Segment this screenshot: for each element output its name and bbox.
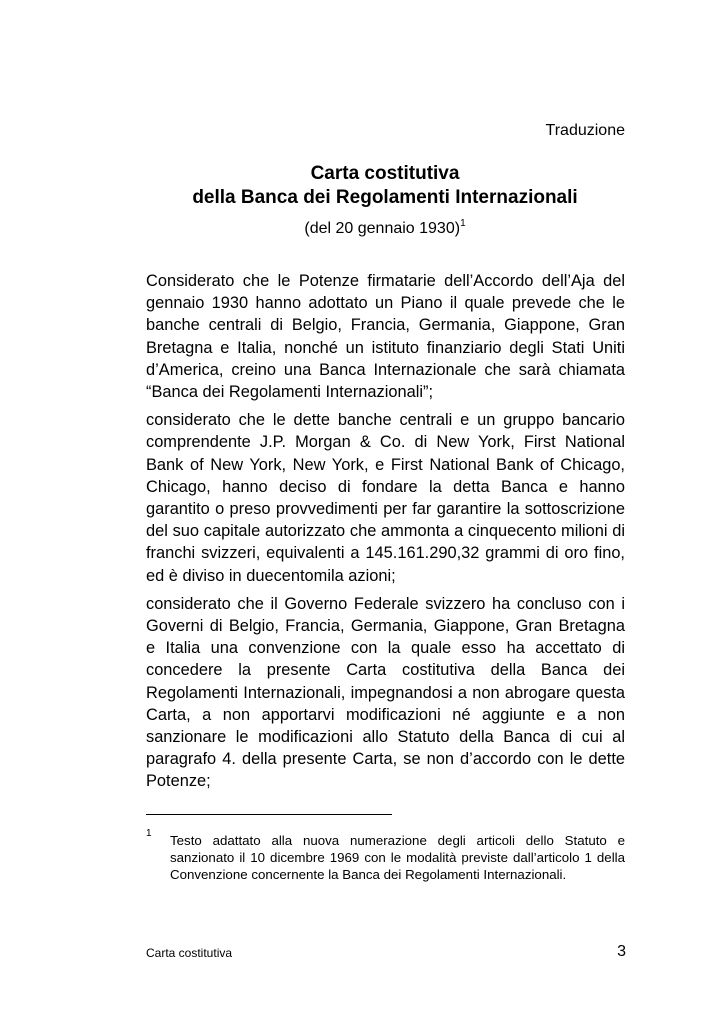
document-body [146,270,625,799]
footer-title: Carta costitutiva [146,946,233,960]
footnote-text: Testo adattato alla nuova numerazione degli articoli dello Statuto e sanzionato il 10 dicembre 1969 con le modalità previste dall’articolo 1 della Convenzione concernente la Banca dei Regolamenti Internazionali. [170,833,625,883]
document-title-line-1: Carta costitutiva [310,163,460,184]
paragraph-3: considerato che il Governo Federale svizzero ha concluso con i Governi di Belgio, Francia, Germania, Giappone, Gran Bretagna e Italia una convenzione con la quale esso ha accettato di concedere la presente Carta costitutiva della Banca dei Regolamenti Internazionali, impegnandosi a non abrogare questa Carta, a non apportarvi modificazioni né aggiunte e a non sanzionare le modificazioni allo Statuto della Banca di cui al paragrafo 4. della presente Carta, se non d’accordo con le dette Potenze; [146,594,625,791]
document-date [120,219,650,239]
page-number: 3 [617,943,626,960]
paragraph-1: Considerato che le Potenze firmatarie dell’Accordo dell’Aja del gennaio 1930 hanno adottato un Piano il quale prevede che le banche centrali di Belgio, Francia, Germania, Giappone, Gran Bretagna e Italia, nonché un istituto finanziario degli Stati Uniti d’America, creino una Banca Internazionale che sarà chiamata “Banca dei Regolamenti Internazionali”; [146,272,625,402]
document-title-line-2: della Banca dei Regolamenti Internazionali [192,187,578,208]
paragraph-2: considerato che le dette banche centrali e un gruppo bancario comprendente J.P. Morgan & Co. di New York, First National Bank of New York, New York, e First National Bank of Chicago, Chicago, hanno deciso di fondare la detta Banca e hanno garantito o preso provvedimenti per far garantire la sottoscrizione del suo capitale autorizzato che ammonta a cinquecento milioni di franchi svizzeri, equivalenti a 145.161.290,32 grammi di oro fino, ed è diviso in duecentomila azioni; [146,411,625,585]
footnote-reference: 1 [460,218,466,229]
footnote-mark: 1 [146,828,152,839]
footnote-separator [146,814,392,815]
document-date-text: (del 20 gennaio 1930) [304,220,461,237]
translation-label: Traduzione [545,122,625,139]
